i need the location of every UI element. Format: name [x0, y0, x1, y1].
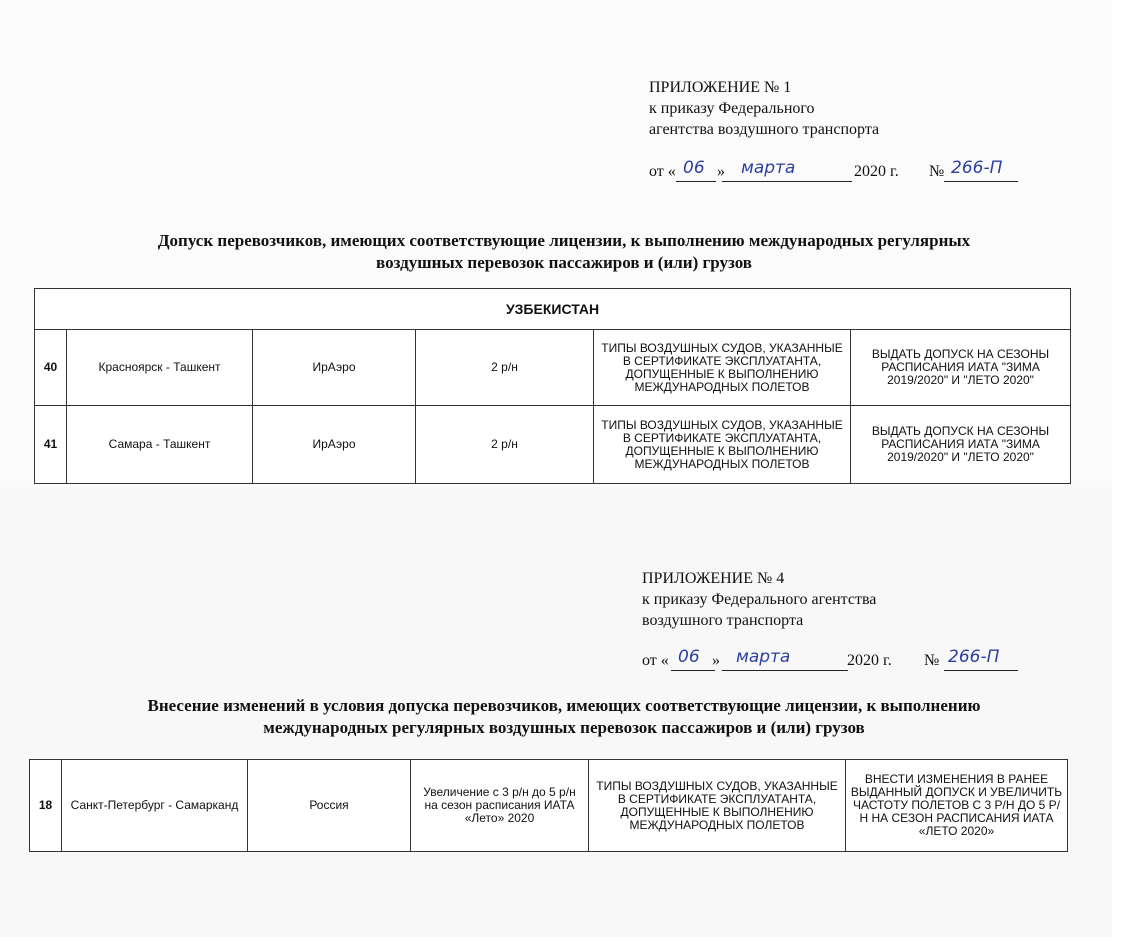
order-number-handwritten: 266-П — [951, 158, 1003, 178]
section-country: УЗБЕКИСТАН — [35, 289, 1071, 330]
frequency-cell: 2 р/н — [416, 406, 594, 484]
decision-cell: ВЫДАТЬ ДОПУСК НА СЕЗОНЫ РАСПИСАНИЯ ИАТА "ЗИМА 2019/2020" И "ЛЕТО 2020" — [851, 330, 1071, 406]
route-cell: Санкт-Петербург - Самарканд — [62, 760, 248, 852]
appendix-1-subline: агентства воздушного транспорта — [649, 121, 880, 138]
decision-cell: ВНЕСТИ ИЗМЕНЕНИЯ В РАНЕЕ ВЫДАННЫЙ ДОПУСК И УВЕЛИЧИТЬ ЧАСТОТУ ПОЛЕТОВ С 3 Р/Н ДО 5 Р/Н НА СЕЗОН РАСПИСАНИЯ ИАТА «ЛЕТО 2020» — [846, 760, 1068, 852]
frequency-cell: Увеличение с 3 р/н до 5 р/н на сезон расписания ИАТА «Лето» 2020 — [411, 760, 589, 852]
underline — [944, 670, 1018, 671]
appendix-1-heading: ПРИЛОЖЕНИЕ № 1 — [649, 79, 792, 96]
table-section-row — [35, 289, 1071, 330]
row-number: 40 — [35, 330, 67, 406]
changes-table — [29, 759, 1068, 852]
admission-table — [34, 288, 1071, 484]
table-row — [35, 406, 1071, 484]
appendix-1-order-line — [649, 158, 1029, 187]
title-line: международных регулярных воздушных перевозок пассажиров и (или) грузов — [263, 718, 865, 737]
table-row — [35, 330, 1071, 406]
carrier-cell: ИрАэро — [253, 330, 416, 406]
appendix-1-subline: к приказу Федерального — [649, 100, 815, 117]
carrier-cell: Россия — [248, 760, 411, 852]
appendix-4-subline: к приказу Федерального агентства — [642, 591, 877, 608]
title-line: Внесение изменений в условия допуска перевозчиков, имеющих соответствующие лицензии, к выполнению — [147, 696, 981, 715]
appendix-1-title — [0, 230, 1128, 274]
order-number-handwritten: 266-П — [948, 647, 1000, 667]
table-row — [30, 760, 1068, 852]
order-year: 2020 г. — [847, 652, 892, 669]
title-line: Допуск перевозчиков, имеющих соответствующие лицензии, к выполнению международных регулярных — [157, 231, 971, 250]
route-cell: Самара - Ташкент — [67, 406, 253, 484]
frequency-cell: 2 р/н — [416, 330, 594, 406]
order-year: 2020 г. — [854, 163, 899, 180]
order-day-handwritten: 06 — [678, 647, 700, 667]
decision-cell: ВЫДАТЬ ДОПУСК НА СЕЗОНЫ РАСПИСАНИЯ ИАТА "ЗИМА 2019/2020" И "ЛЕТО 2020" — [851, 406, 1071, 484]
order-number-label: № — [924, 652, 940, 669]
route-cell: Красноярск - Ташкент — [67, 330, 253, 406]
order-quote: » — [712, 652, 720, 669]
row-number: 18 — [30, 760, 62, 852]
aircraft-cell: ТИПЫ ВОЗДУШНЫХ СУДОВ, УКАЗАННЫЕ В СЕРТИФИКАТЕ ЭКСПЛУАТАНТА, ДОПУЩЕННЫЕ К ВЫПОЛНЕНИЮ МЕЖДУНАРОДНЫХ ПОЛЕТОВ — [594, 406, 851, 484]
appendix-4-subline: воздушного транспорта — [642, 612, 804, 629]
aircraft-cell: ТИПЫ ВОЗДУШНЫХ СУДОВ, УКАЗАННЫЕ В СЕРТИФИКАТЕ ЭКСПЛУАТАНТА, ДОПУЩЕННЫЕ К ВЫПОЛНЕНИЮ МЕЖДУНАРОДНЫХ ПОЛЕТОВ — [589, 760, 846, 852]
order-day-handwritten: 06 — [683, 158, 705, 178]
row-number: 41 — [35, 406, 67, 484]
title-line: воздушных перевозок пассажиров и (или) грузов — [376, 253, 752, 272]
underline — [944, 181, 1018, 182]
order-number-label: № — [929, 163, 945, 180]
appendix-1-header — [649, 77, 879, 140]
underline — [722, 181, 852, 182]
underline — [671, 670, 715, 671]
appendix-4-header — [642, 568, 876, 631]
underline — [676, 181, 716, 182]
order-month-handwritten: марта — [741, 158, 796, 178]
appendix-4-title — [0, 695, 1128, 739]
scan-edge — [1112, 0, 1128, 937]
order-from-label: от « — [649, 163, 676, 180]
carrier-cell: ИрАэро — [253, 406, 416, 484]
appendix-4-heading: ПРИЛОЖЕНИЕ № 4 — [642, 570, 785, 587]
order-month-handwritten: марта — [736, 647, 791, 667]
order-quote: » — [717, 163, 725, 180]
appendix-4-order-line — [642, 647, 1032, 676]
underline — [722, 670, 848, 671]
order-from-label: от « — [642, 652, 669, 669]
aircraft-cell: ТИПЫ ВОЗДУШНЫХ СУДОВ, УКАЗАННЫЕ В СЕРТИФИКАТЕ ЭКСПЛУАТАНТА, ДОПУЩЕННЫЕ К ВЫПОЛНЕНИЮ МЕЖДУНАРОДНЫХ ПОЛЕТОВ — [594, 330, 851, 406]
